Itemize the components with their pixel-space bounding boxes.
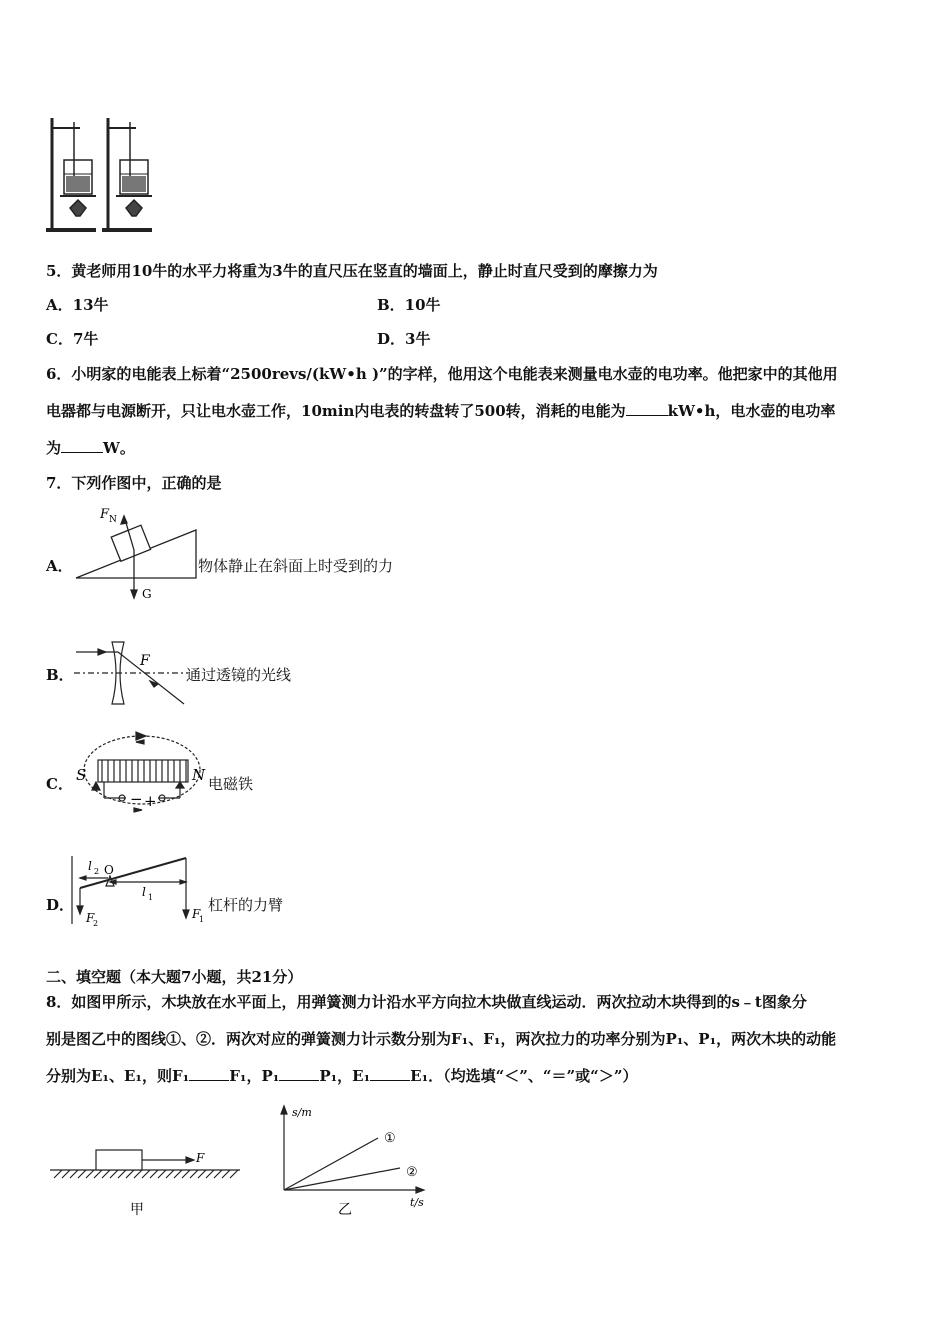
q8-line3-part1: 分别为E₁、E₁，则F₁ bbox=[46, 1067, 190, 1085]
q6-line3-text-b: W。 bbox=[103, 439, 135, 457]
q7-option-c-letter: C． bbox=[46, 775, 73, 793]
q7d-o-label: O bbox=[104, 863, 114, 877]
q7a-g-label: G bbox=[142, 587, 152, 601]
q6-line2 bbox=[46, 401, 835, 421]
q7d-l2-label: l bbox=[88, 859, 92, 873]
q8-line3-part3: P₁，E₁ bbox=[319, 1067, 371, 1085]
q6-line1: 6．小明家的电能表上标着“2500revs/(kW•h )”的字样，他用这个电能表来测量电水壶的电功率。他把家中的其他用 bbox=[46, 365, 838, 383]
q7d-f1-sub: 1 bbox=[199, 915, 205, 924]
q5-option-d: D．3牛 bbox=[377, 330, 431, 348]
q7c-minus-label: − bbox=[130, 790, 143, 808]
q7a-fn-label: F bbox=[100, 507, 110, 522]
section-title: 二、填空题（本大题7小题，共21分） bbox=[46, 968, 303, 986]
q5-stem: 5．黄老师用10牛的水平力将重为3牛的直尺压在竖直的墙面上，静止时直尺受到的摩擦力为 bbox=[46, 262, 658, 280]
q7-option-b-figure bbox=[72, 638, 190, 708]
q7b-f-label: F bbox=[140, 653, 150, 669]
q7-option-b-caption: 通过透镜的光线 bbox=[186, 666, 292, 684]
q5-option-b: B．10牛 bbox=[377, 296, 441, 314]
q6-blank-power[interactable] bbox=[61, 438, 103, 453]
q5-option-c: C．7牛 bbox=[46, 330, 99, 348]
q8-yi-caption: 乙 bbox=[338, 1202, 352, 1218]
q8-yi-line2-label: ② bbox=[406, 1165, 418, 1180]
q7d-l1-label: l bbox=[142, 885, 146, 899]
q5-option-a: A．13牛 bbox=[46, 296, 109, 314]
q8-figure-yi bbox=[274, 1104, 434, 1218]
q8-line3-part2: F₁，P₁ bbox=[229, 1067, 280, 1085]
q7-option-a-caption: 物体静止在斜面上时受到的力 bbox=[198, 557, 394, 575]
q8-line3-part4: E₁．（均选填“＜”、“＝”或“＞”） bbox=[410, 1067, 638, 1085]
q7-option-c-figure bbox=[74, 722, 208, 818]
q7-option-c-caption: 电磁铁 bbox=[208, 775, 254, 793]
q8-yi-ylabel: s/m bbox=[292, 1106, 312, 1119]
q7-option-d-caption: 杠杆的力臂 bbox=[208, 896, 284, 914]
q7c-n-label: N bbox=[192, 766, 206, 784]
q6-line3-text-a: 为 bbox=[46, 439, 62, 457]
q8-line3 bbox=[46, 1066, 637, 1086]
q8-line2: 别是图乙中的图线①、②．两次对应的弹簧测力计示数分别为F₁、F₁，两次拉力的功率分别为P₁、P₁，两次木块的动能 bbox=[46, 1030, 837, 1048]
q8-jia-caption: 甲 bbox=[130, 1202, 144, 1218]
q7d-f1-label: F bbox=[192, 907, 201, 921]
q8-blank-power[interactable] bbox=[279, 1066, 319, 1081]
q7d-l1-sub: 1 bbox=[148, 893, 154, 902]
q8-blank-force[interactable] bbox=[189, 1066, 229, 1081]
q7c-s-label: S bbox=[76, 766, 87, 784]
apparatus-figure bbox=[40, 112, 160, 237]
q7-option-a-figure bbox=[72, 502, 200, 602]
q7c-plus-label: + bbox=[144, 792, 157, 810]
q7d-f2-sub: 2 bbox=[93, 919, 99, 928]
q8-yi-line1-label: ① bbox=[384, 1131, 396, 1146]
q6-blank-energy[interactable] bbox=[626, 401, 668, 416]
q8-blank-energy[interactable] bbox=[370, 1066, 410, 1081]
q7-stem: 7．下列作图中，正确的是 bbox=[46, 474, 222, 492]
q7-option-d-figure bbox=[68, 852, 210, 932]
q7a-fn-sub: N bbox=[109, 515, 117, 525]
q8-figure-jia bbox=[44, 1140, 244, 1220]
q6-line3 bbox=[46, 438, 135, 458]
q7d-f2-label: F bbox=[86, 911, 95, 925]
q8-line1: 8．如图甲所示，木块放在水平面上，用弹簧测力计沿水平方向拉木块做直线运动．两次拉动木块得到的s﹣t图象分 bbox=[46, 993, 807, 1011]
q6-line2-text-a: 电器都与电源断开，只让电水壶工作，10min内电表的转盘转了500转，消耗的电能为 bbox=[46, 402, 626, 420]
q7d-l2-sub: 2 bbox=[94, 867, 100, 876]
q7-option-d-letter: D． bbox=[46, 896, 75, 914]
q7-option-a-letter: A． bbox=[46, 557, 73, 575]
q8-jia-force-label: F bbox=[196, 1151, 205, 1165]
q7-option-b-letter: B． bbox=[46, 666, 74, 684]
q8-yi-xlabel: t/s bbox=[410, 1196, 424, 1209]
q6-line2-text-b: kW•h，电水壶的电功率 bbox=[667, 402, 836, 420]
